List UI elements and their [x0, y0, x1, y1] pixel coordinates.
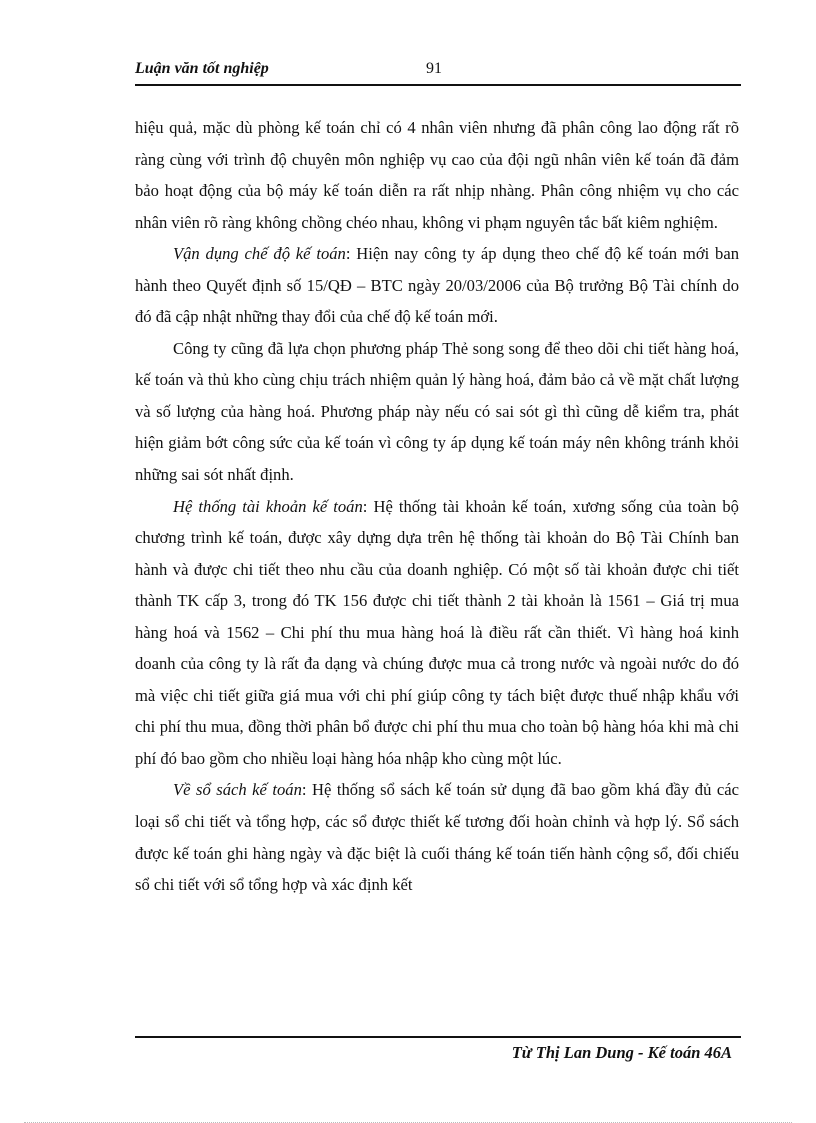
paragraph-3-text: Công ty cũng đã lựa chọn phương pháp Thẻ song song để theo dõi chi tiết hàng hoá, kế toán và thủ kho cùng chịu trách nhiệm quản lý hàng hoá, đảm bảo cả về mặt chất lượng và số lượng của hàng hoá. Phương pháp này nếu có sai sót gì thì cũng dễ kiểm tra, phát hiện giảm bớt công sức của kế toán vì công ty áp dụng kế toán máy nên không tránh khỏi những sai sót nhất định.: [135, 338, 739, 485]
footer-author: Từ Thị Lan Dung - Kế toán 46A: [511, 1043, 732, 1062]
paragraph-1: [135, 112, 739, 238]
paragraph-1-text: hiệu quả, mặc dù phòng kế toán chỉ có 4 nhân viên nhưng đã phân công lao động rất rõ ràng cùng với trình độ chuyên môn nghiệp vụ cao của đội ngũ nhân viên kế toán đã đảm bảo hoạt động của bộ máy kế toán diễn ra rất nhịp nhàng. Phân công nhiệm vụ cho các nhân viên rõ ràng không chồng chéo nhau, không vi phạm nguyên tắc bất kiêm nghiệm.: [135, 118, 739, 232]
paragraph-5: [135, 774, 739, 900]
paragraph-2-text: : Hiện nay công ty áp dụng theo chế độ kế toán mới ban hành theo Quyết định số 15/QĐ – BTC ngày 20/03/2006 của Bộ trưởng Bộ Tài chính do đó đã cập nhật những thay đổi của chế độ kế toán mới.: [135, 244, 739, 327]
thesis-title: Luận văn tốt nghiệp: [135, 60, 269, 77]
paragraph-2-lead: Vận dụng chế độ kế toán: [173, 244, 346, 264]
page-number: 91: [426, 60, 442, 77]
body-text: [135, 112, 739, 901]
footer-divider: [135, 1036, 741, 1038]
paragraph-4: [135, 491, 739, 775]
page-header: [135, 60, 741, 86]
paragraph-5-lead: Về sổ sách kế toán: [173, 780, 302, 800]
paragraph-2: [135, 238, 739, 333]
paragraph-4-lead: Hệ thống tài khoản kế toán: [173, 496, 363, 516]
paragraph-5-text: : Hệ thống sổ sách kế toán sử dụng đã bao gồm khá đầy đủ các loại sổ chi tiết và tổng hợp, các sổ được thiết kế tương đối hoàn chỉnh và hợp lý. Sổ sách được kế toán ghi hàng ngày và đặc biệt là cuối tháng kế toán tiến hành cộng sổ, đối chiếu sổ chi tiết với sổ tổng hợp và xác định kết: [135, 780, 739, 895]
paragraph-4-text: : Hệ thống tài khoản kế toán, xương sống của toàn bộ chương trình kế toán, được xây dựng dựa trên hệ thống tài khoản do Bộ Tài Chính ban hành và được chi tiết theo nhu cầu của doanh nghiệp. Có một số tài khoản được chi tiết thành TK cấp 3, trong đó TK 156 được chi tiết thành 2 tài khoản là 1561 – Giá trị mua hàng hoá và 1562 – Chi phí thu mua hàng hoá là điều rất cần thiết. Vì hàng hoá kinh doanh của công ty là rất đa dạng và chúng được mua cả trong nước và ngoài nước do đó mà việc chi tiết giữa giá mua với chi phí giúp công ty tách biệt được thuế nhập khẩu với chi phí thu mua, đồng thời phân bổ được chi phí thu mua cho toàn bộ hàng hóa khi mà chi phí đó bao gồm cho nhiều loại hàng hóa nhập kho cùng một lúc.: [135, 496, 739, 768]
paragraph-3: [135, 333, 739, 491]
